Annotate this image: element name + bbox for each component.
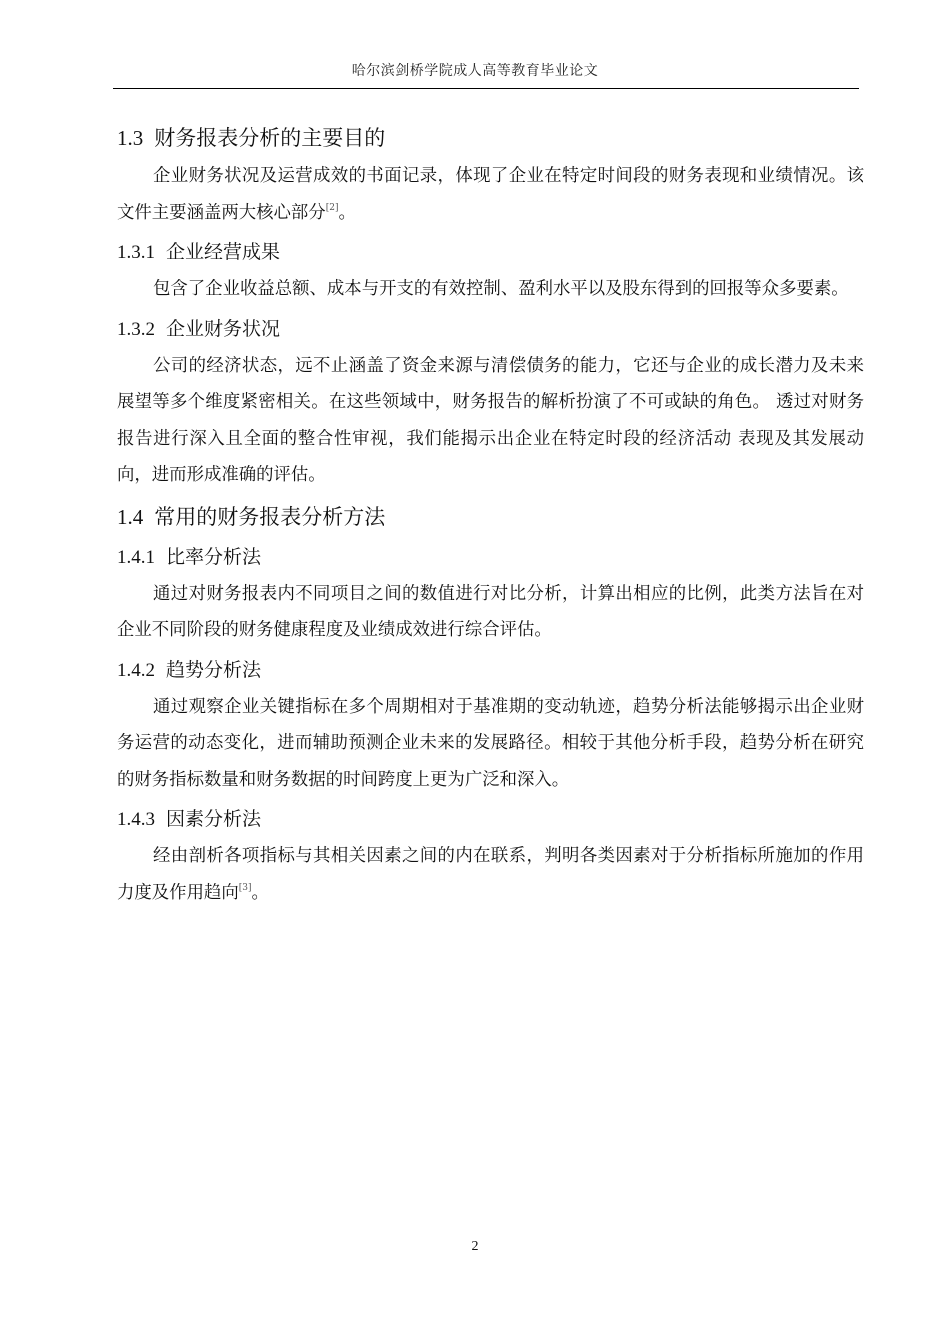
document-body [117, 118, 864, 914]
section-number: 1.3.1 [117, 242, 155, 263]
section-heading-1-4 [117, 497, 864, 537]
section-number: 1.4.1 [117, 546, 155, 568]
section-number: 1.3 [117, 126, 144, 150]
section-number: 1.3.2 [117, 318, 155, 340]
section-number: 1.4 [117, 504, 144, 529]
section-heading-1-3-2 [117, 311, 864, 348]
paragraph-1-3 [117, 158, 864, 231]
header-divider [113, 88, 859, 89]
paragraph-text: 企业财务状况及运营成效的书面记录，体现了企业在特定时间段的财务表现和业绩情况。该文件主要涵盖两大核心部分 [117, 166, 864, 223]
paragraph-1-4-2: 通过观察企业关键指标在多个周期相对于基准期的变动轨迹，趋势分析法能够揭示出企业财务运营的动态变化，进而辅助预测企业未来的发展路径。相较于其他分析手段，趋势分析在研究的财务指标数量和财务数据的时间跨度上更为广泛和深入。 [117, 696, 864, 790]
paragraph-text: 经由剖析各项指标与其相关因素之间的内在联系，判明各类因素对于分析指标所施加的作用力度及作用趋向 [117, 846, 864, 903]
section-title: 比率分析法 [166, 545, 262, 568]
section-title: 因素分析法 [166, 808, 262, 830]
section-number: 1.4.3 [117, 809, 155, 830]
section-title: 企业财务状况 [166, 317, 281, 340]
citation-ref[interactable]: [3] [238, 882, 252, 893]
section-title: 趋势分析法 [166, 658, 262, 681]
section-heading-1-4-3 [117, 801, 864, 838]
page-number: 2 [471, 1239, 479, 1254]
section-heading-1-4-2 [117, 652, 864, 689]
citation-ref[interactable]: [2] [325, 202, 339, 213]
section-number: 1.4.2 [117, 659, 155, 681]
paragraph-1-4-3 [117, 838, 864, 911]
section-heading-1-3 [117, 118, 864, 158]
section-heading-1-3-1 [117, 234, 864, 271]
section-title: 财务报表分析的主要目的 [154, 126, 386, 150]
paragraph-end: 。 [338, 202, 356, 223]
paragraph-1-3-1: 包含了企业收益总额、成本与开支的有效控制、盈利水平以及股东得到的回报等众多要素。 [153, 279, 849, 299]
paragraph-1-4-1: 通过对财务报表内不同项目之间的数值进行对比分析，计算出相应的比例，此类方法旨在对企业不同阶段的财务健康程度及业绩成效进行综合评估。 [117, 583, 864, 640]
section-title: 常用的财务报表分析方法 [154, 504, 386, 529]
paragraph-end: 。 [251, 882, 269, 903]
page-header-title: 哈尔滨剑桥学院成人高等教育毕业论文 [351, 63, 599, 79]
paragraph-1-3-2: 公司的经济状态，远不止涵盖了资金来源与清偿债务的能力，它还与企业的成长潜力及未来展望等多个维度紧密相关。在这些领域中，财务报告的解析扮演了不可或缺的角色。 透过对财务报告进行深入且全面的整合性审视，我们能揭示出企业在特定时段的经济活动 表现及其发展动向，进而形成准确的评估。 [117, 355, 864, 485]
section-title: 企业经营成果 [166, 241, 281, 263]
section-heading-1-4-1 [117, 539, 864, 576]
